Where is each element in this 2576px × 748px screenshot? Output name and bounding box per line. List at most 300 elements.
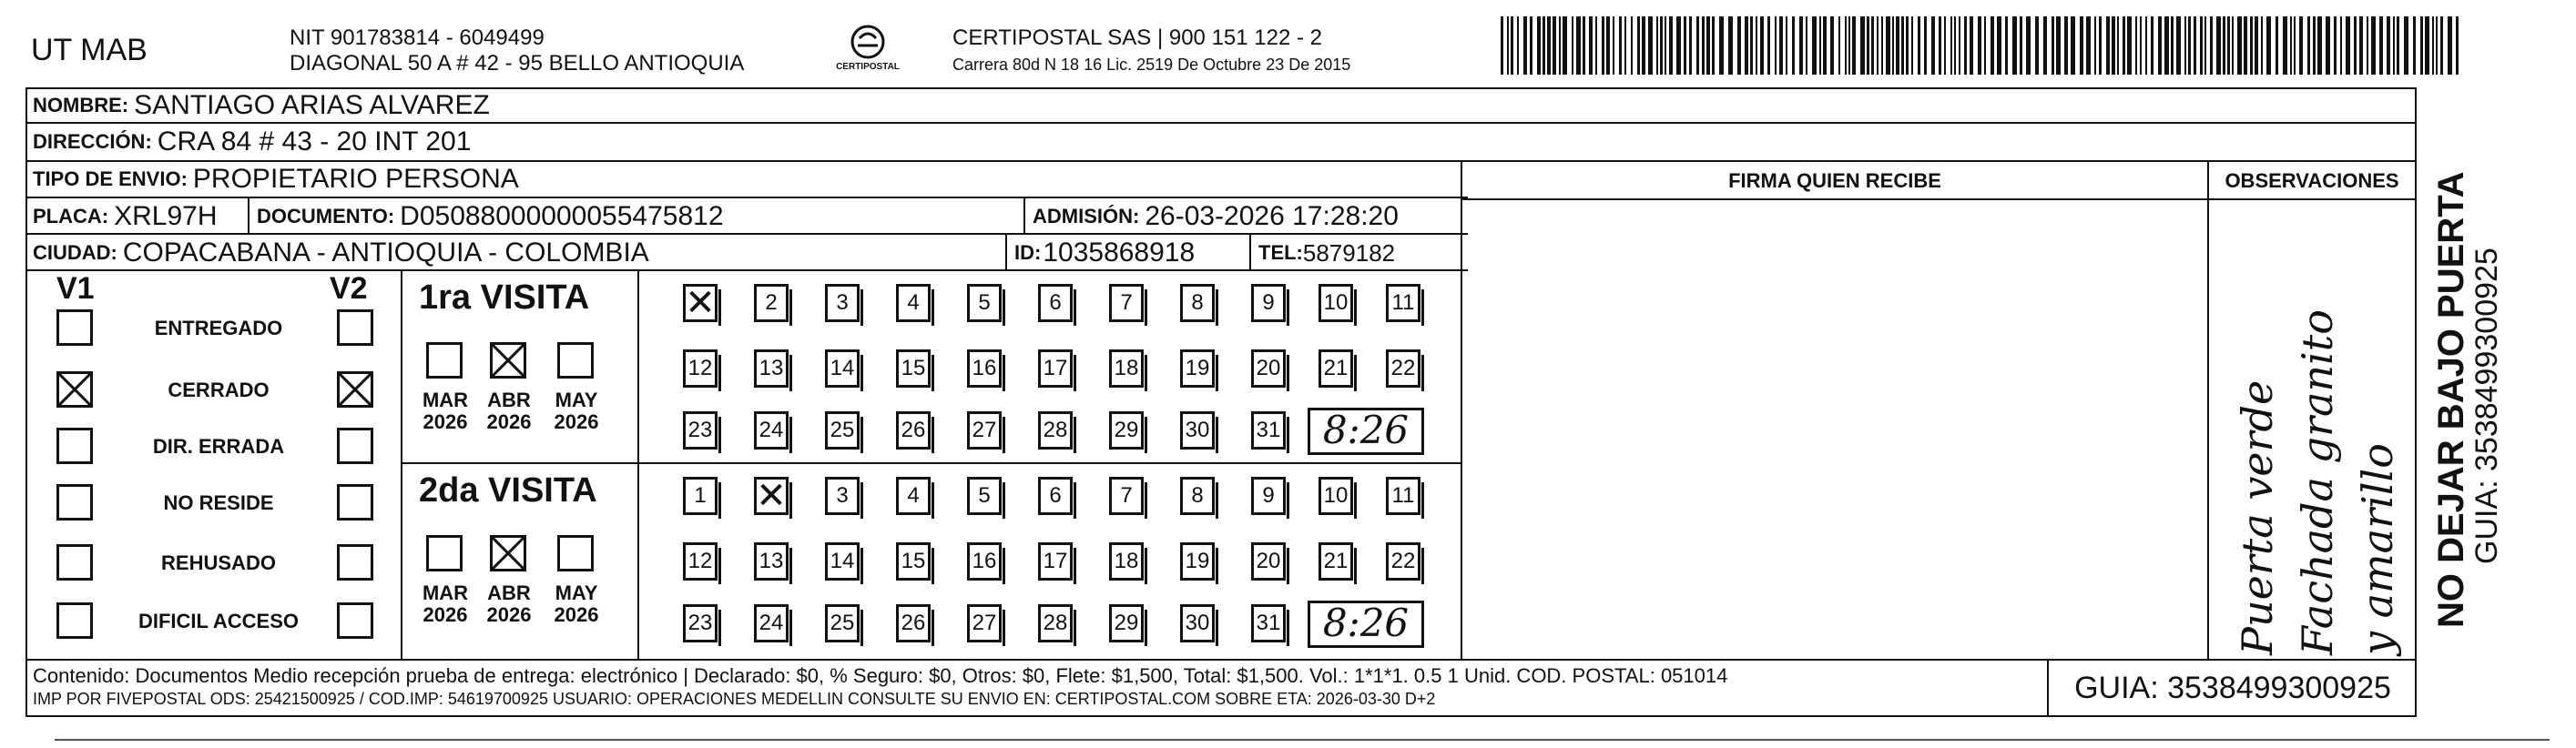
barcode-bar bbox=[1860, 16, 1865, 75]
direccion-label: DIRECCIÓN: bbox=[33, 130, 152, 153]
barcode-bar bbox=[2299, 16, 2303, 75]
ciudad-value: COPACABANA - ANTIOQUIA - COLOMBIA bbox=[122, 238, 649, 268]
month-checkbox[interactable] bbox=[490, 342, 526, 379]
placa-label: PLACA: bbox=[33, 205, 109, 227]
placa-value: XRL97H bbox=[114, 201, 218, 231]
month-label: MAR bbox=[422, 389, 469, 411]
year-label: 2026 bbox=[423, 603, 468, 626]
tel-value: 5879182 bbox=[1302, 238, 1396, 267]
barcode-bar bbox=[2283, 16, 2287, 75]
day-checkbox[interactable]: 19 bbox=[1180, 349, 1215, 388]
year-label: 2026 bbox=[554, 603, 599, 626]
barcode-bar bbox=[2194, 16, 2196, 75]
barcode-bar bbox=[2448, 16, 2452, 75]
barcode-bar bbox=[1984, 16, 1986, 75]
barcode-bar bbox=[2127, 16, 2132, 75]
day-checkbox[interactable]: 28 bbox=[1038, 411, 1073, 450]
day-checkbox[interactable]: 22 bbox=[1386, 542, 1420, 581]
barcode-bar bbox=[2106, 16, 2110, 75]
tel-label: TEL: bbox=[1258, 241, 1303, 264]
barcode-bar bbox=[1624, 16, 1626, 75]
day-checkbox[interactable]: 19 bbox=[1180, 542, 1215, 581]
barcode-bar bbox=[1786, 16, 1787, 75]
observaciones-line-2: Fachada granito bbox=[2293, 309, 2342, 655]
barcode-bar bbox=[1760, 16, 1764, 75]
barcode-bar bbox=[1906, 16, 1909, 75]
barcode-bar bbox=[1537, 16, 1541, 75]
v2-header: V2 bbox=[330, 271, 368, 306]
barcode-bar bbox=[1812, 16, 1817, 75]
barcode-bar bbox=[1547, 16, 1551, 75]
barcode-bar bbox=[2200, 16, 2203, 75]
barcode-bar bbox=[1583, 16, 1585, 75]
barcode-bar bbox=[1507, 16, 1509, 75]
barcode-bar bbox=[1702, 16, 1705, 75]
barcode-bar bbox=[2244, 16, 2247, 75]
barcode-bar bbox=[1892, 16, 1894, 75]
day-checkbox[interactable]: 14 bbox=[825, 542, 860, 581]
nombre-value: SANTIAGO ARIAS ALVAREZ bbox=[134, 90, 490, 120]
barcode-bar bbox=[1719, 16, 1724, 75]
barcode-bar bbox=[1656, 16, 1658, 75]
v1-checkbox[interactable] bbox=[56, 544, 93, 581]
v2-checkbox[interactable] bbox=[337, 371, 373, 408]
day-checkbox[interactable]: 22 bbox=[1386, 349, 1420, 388]
v1-checkbox[interactable] bbox=[56, 371, 93, 408]
status-label: CERRADO bbox=[168, 379, 270, 401]
barcode-bar bbox=[2071, 16, 2075, 75]
barcode-bar bbox=[2158, 16, 2162, 75]
barcode-bar bbox=[2432, 16, 2434, 75]
barcode-bar bbox=[1745, 16, 1748, 75]
barcode-bar bbox=[1642, 16, 1645, 75]
barcode-bar bbox=[1660, 16, 1663, 75]
id-label: ID: bbox=[1014, 241, 1042, 264]
admision-label: ADMISIÓN: bbox=[1033, 205, 1140, 227]
day-checkbox[interactable]: 18 bbox=[1109, 349, 1144, 388]
barcode-bar bbox=[1595, 16, 1597, 75]
barcode-bar bbox=[2440, 16, 2443, 75]
barcode-bar bbox=[1606, 16, 1610, 75]
footer-line-2: IMP POR FIVEPOSTAL ODS: 25421500925 / COD.IMP: 54619700925 USUARIO: OPERACIONES MEDELLIN CONSULTE SU ENVIO EN: CERTIPOSTAL.COM SOBRE ETA: 2026-03-30 D+2 bbox=[33, 690, 1436, 708]
barcode-bar bbox=[2307, 16, 2310, 75]
day-checkbox[interactable]: 10 bbox=[1319, 477, 1353, 515]
ciudad-label: CIUDAD: bbox=[33, 241, 117, 264]
barcode-bar bbox=[2176, 16, 2181, 75]
barcode bbox=[1501, 16, 2459, 75]
barcode-bar bbox=[1543, 16, 1545, 75]
barcode-bar bbox=[1706, 16, 1710, 75]
barcode-bar bbox=[1799, 16, 1803, 75]
visit-hour: 8:26 bbox=[1308, 408, 1424, 455]
day-checkbox[interactable]: 20 bbox=[1251, 542, 1286, 581]
observaciones-line-1: Puerta verde bbox=[2233, 379, 2282, 655]
barcode-bar bbox=[2379, 16, 2383, 75]
barcode-bar bbox=[2346, 16, 2350, 75]
direccion-row bbox=[27, 124, 2417, 162]
barcode-bar bbox=[2223, 16, 2225, 75]
barcode-bar bbox=[1589, 16, 1593, 75]
day-checkbox[interactable]: 26 bbox=[896, 604, 931, 642]
day-checkbox[interactable]: 12 bbox=[683, 542, 718, 581]
day-checkbox[interactable]: 4 bbox=[896, 477, 931, 515]
barcode-bar bbox=[1696, 16, 1699, 75]
barcode-bar bbox=[1901, 16, 1904, 75]
nombre-label: NOMBRE: bbox=[33, 94, 129, 116]
day-checkbox[interactable]: 25 bbox=[825, 604, 860, 642]
certipostal-license: Carrera 80d N 18 16 Lic. 2519 De Octubre 23 De 2015 bbox=[952, 56, 1351, 74]
v2-checkbox[interactable] bbox=[337, 602, 373, 639]
tipo-value: PROPIETARIO PERSONA bbox=[192, 164, 519, 194]
barcode-bar bbox=[2232, 16, 2234, 75]
barcode-bar bbox=[2112, 16, 2115, 75]
day-checkbox[interactable]: 9 bbox=[1251, 284, 1286, 322]
day-checkbox[interactable]: 13 bbox=[754, 349, 789, 388]
company-nit: NIT 901783814 - 6049499 bbox=[290, 25, 545, 50]
barcode-bar bbox=[2184, 16, 2186, 75]
barcode-bar bbox=[1806, 16, 1807, 75]
observaciones-header: OBSERVACIONES bbox=[2225, 169, 2399, 192]
day-checkbox[interactable]: 24 bbox=[754, 604, 789, 642]
day-checkbox[interactable]: 24 bbox=[754, 411, 789, 450]
nombre-row bbox=[27, 89, 2417, 124]
barcode-bar bbox=[1559, 16, 1561, 75]
barcode-bar bbox=[1978, 16, 1981, 75]
barcode-bar bbox=[1819, 16, 1821, 75]
barcode-bar bbox=[1728, 16, 1733, 75]
barcode-bar bbox=[1576, 16, 1581, 75]
month-label: MAR bbox=[422, 581, 469, 604]
day-checkbox[interactable]: 16 bbox=[967, 542, 1002, 581]
barcode-bar bbox=[1931, 16, 1935, 75]
barcode-bar bbox=[2056, 16, 2061, 75]
barcode-bar bbox=[2204, 16, 2206, 75]
barcode-bar bbox=[1572, 16, 1573, 75]
v2-checkbox[interactable] bbox=[337, 428, 373, 464]
v1-checkbox[interactable] bbox=[56, 484, 93, 521]
visit-hour: 8:26 bbox=[1308, 601, 1424, 648]
direccion-value: CRA 84 # 43 - 20 INT 201 bbox=[157, 126, 472, 157]
barcode-bar bbox=[1511, 16, 1513, 75]
barcode-bar bbox=[1501, 16, 1503, 75]
barcode-bar bbox=[2250, 16, 2253, 75]
day-checkbox[interactable]: 29 bbox=[1109, 604, 1144, 642]
certipostal-logo bbox=[827, 22, 909, 76]
barcode-bar bbox=[2188, 16, 2191, 75]
day-checkbox[interactable]: 3 bbox=[825, 284, 860, 322]
barcode-bar bbox=[2020, 16, 2022, 75]
barcode-bar bbox=[1750, 16, 1753, 75]
barcode-bar bbox=[2043, 16, 2047, 75]
barcode-bar bbox=[1944, 16, 1946, 75]
tipo-row bbox=[27, 162, 1468, 198]
footer-line-1: Contenido: Documentos Medio recepción prueba de entrega: electrónico | Declarado: $0, % Seguro: $0, Otros: $0, Flete: $1,500, Total: $1,500. Vol.: 1*1*1. 0.5 1 Unid. COD. POSTAL: 051014 bbox=[33, 664, 1728, 687]
barcode-bar bbox=[1665, 16, 1666, 75]
barcode-bar bbox=[2425, 16, 2429, 75]
day-checkbox[interactable] bbox=[683, 284, 718, 322]
barcode-bar bbox=[2393, 16, 2395, 75]
day-checkbox[interactable]: 18 bbox=[1109, 542, 1144, 581]
barcode-bar bbox=[1896, 16, 1899, 75]
barcode-bar bbox=[1648, 16, 1653, 75]
barcode-bar bbox=[1669, 16, 1673, 75]
barcode-bar bbox=[2420, 16, 2423, 75]
visit-title: 1ra VISITA bbox=[419, 278, 590, 317]
firma-area[interactable] bbox=[1462, 200, 2207, 659]
barcode-bar bbox=[2140, 16, 2142, 75]
barcode-bar bbox=[2367, 16, 2368, 75]
barcode-bar bbox=[2145, 16, 2147, 75]
barcode-bar bbox=[2413, 16, 2416, 75]
barcode-bar bbox=[1848, 16, 1850, 75]
visit-title: 2da VISITA bbox=[419, 471, 597, 510]
year-label: 2026 bbox=[423, 410, 468, 433]
day-checkbox[interactable]: 5 bbox=[967, 284, 1002, 322]
barcode-bar bbox=[1950, 16, 1952, 75]
barcode-bar bbox=[2099, 16, 2102, 75]
day-checkbox[interactable]: 9 bbox=[1251, 477, 1286, 515]
day-checkbox[interactable]: 11 bbox=[1386, 284, 1420, 322]
v2-checkbox[interactable] bbox=[337, 544, 373, 581]
barcode-bar bbox=[2005, 16, 2008, 75]
barcode-bar bbox=[1684, 16, 1686, 75]
day-checkbox[interactable]: 6 bbox=[1038, 477, 1073, 515]
barcode-bar bbox=[1871, 16, 1874, 75]
status-label: DIR. ERRADA bbox=[152, 435, 285, 458]
barcode-bar bbox=[1823, 16, 1827, 75]
day-checkbox[interactable]: 10 bbox=[1319, 284, 1353, 322]
day-checkbox[interactable]: 7 bbox=[1109, 284, 1144, 322]
barcode-bar bbox=[1997, 16, 2001, 75]
barcode-bar bbox=[2171, 16, 2174, 75]
barcode-bar bbox=[1852, 16, 1856, 75]
barcode-bar bbox=[2237, 16, 2242, 75]
certipostal-name: CERTIPOSTAL SAS | 900 151 122 - 2 bbox=[952, 25, 1322, 50]
barcode-bar bbox=[1845, 16, 1847, 75]
observaciones-area[interactable] bbox=[2209, 200, 2415, 659]
v1-checkbox[interactable] bbox=[56, 602, 93, 639]
barcode-bar bbox=[1517, 16, 1519, 75]
status-label: REHUSADO bbox=[161, 551, 276, 574]
year-label: 2026 bbox=[486, 410, 532, 433]
barcode-bar bbox=[1737, 16, 1741, 75]
day-checkbox[interactable]: 30 bbox=[1180, 411, 1215, 450]
day-checkbox[interactable]: 2 bbox=[754, 284, 789, 322]
month-checkbox[interactable] bbox=[557, 535, 594, 571]
barcode-bar bbox=[1530, 16, 1532, 75]
day-checkbox[interactable]: 5 bbox=[967, 477, 1002, 515]
day-checkbox[interactable]: 17 bbox=[1038, 349, 1073, 388]
v2-checkbox[interactable] bbox=[337, 309, 373, 346]
barcode-bar bbox=[2317, 16, 2322, 75]
barcode-bar bbox=[1918, 16, 1920, 75]
bottom-cut-line bbox=[55, 739, 2550, 741]
barcode-bar bbox=[1881, 16, 1883, 75]
documento-value: D05088000000055475812 bbox=[400, 201, 724, 231]
barcode-bar bbox=[2326, 16, 2330, 75]
day-checkbox[interactable]: 14 bbox=[825, 349, 860, 388]
side-guia: GUIA: 3538499300925 bbox=[2469, 248, 2504, 564]
day-checkbox[interactable]: 1 bbox=[683, 477, 718, 515]
year-label: 2026 bbox=[554, 410, 599, 433]
barcode-bar bbox=[1991, 16, 1994, 75]
firma-header: FIRMA QUIEN RECIBE bbox=[1728, 169, 1941, 192]
barcode-bar bbox=[1959, 16, 1960, 75]
day-checkbox[interactable]: 7 bbox=[1109, 477, 1144, 515]
barcode-bar bbox=[2227, 16, 2230, 75]
barcode-bar bbox=[1779, 16, 1783, 75]
day-checkbox[interactable]: 20 bbox=[1251, 349, 1286, 388]
barcode-bar bbox=[2340, 16, 2342, 75]
barcode-bar bbox=[2035, 16, 2039, 75]
month-label: ABR bbox=[487, 581, 531, 604]
barcode-bar bbox=[2313, 16, 2316, 75]
day-checkbox[interactable]: 28 bbox=[1038, 604, 1073, 642]
barcode-bar bbox=[2123, 16, 2125, 75]
barcode-bar bbox=[1712, 16, 1715, 75]
day-checkbox[interactable]: 31 bbox=[1251, 411, 1286, 450]
barcode-bar bbox=[1676, 16, 1681, 75]
month-checkbox[interactable] bbox=[426, 535, 463, 571]
month-label: MAY bbox=[555, 389, 598, 411]
side-warning: NO DEJAR BAJO PUERTA bbox=[2431, 171, 2471, 628]
barcode-bar bbox=[1886, 16, 1890, 75]
barcode-bar bbox=[1911, 16, 1913, 75]
barcode-bar bbox=[2216, 16, 2221, 75]
barcode-bar bbox=[1756, 16, 1757, 75]
barcode-bar bbox=[1939, 16, 1941, 75]
barcode-bar bbox=[2086, 16, 2091, 75]
barcode-bar bbox=[1867, 16, 1869, 75]
barcode-bar bbox=[1767, 16, 1770, 75]
year-label: 2026 bbox=[486, 603, 532, 626]
admision-value: 26-03-2026 17:28:20 bbox=[1145, 201, 1399, 231]
observaciones-text bbox=[2227, 200, 2428, 655]
day-checkbox[interactable]: 11 bbox=[1386, 477, 1420, 515]
day-checkbox[interactable]: 6 bbox=[1038, 284, 1073, 322]
barcode-bar bbox=[1689, 16, 1692, 75]
id-value: 1035868918 bbox=[1043, 238, 1196, 268]
barcode-bar bbox=[1964, 16, 1967, 75]
month-checkbox[interactable] bbox=[557, 342, 594, 379]
barcode-bar bbox=[1970, 16, 1973, 75]
day-checkbox[interactable]: 4 bbox=[896, 284, 931, 322]
barcode-bar bbox=[1637, 16, 1640, 75]
v2-checkbox[interactable] bbox=[337, 484, 373, 521]
barcode-bar bbox=[2387, 16, 2390, 75]
barcode-bar bbox=[2052, 16, 2054, 75]
barcode-bar bbox=[2290, 16, 2292, 75]
status-label: ENTREGADO bbox=[154, 317, 283, 339]
day-checkbox[interactable]: 8 bbox=[1180, 284, 1215, 322]
documento-label: DOCUMENTO: bbox=[257, 205, 395, 227]
barcode-bar bbox=[2117, 16, 2119, 75]
barcode-bar bbox=[2064, 16, 2068, 75]
barcode-bar bbox=[1924, 16, 1927, 75]
barcode-bar bbox=[1775, 16, 1777, 75]
day-checkbox[interactable]: 15 bbox=[896, 349, 931, 388]
barcode-bar bbox=[2210, 16, 2213, 75]
barcode-bar bbox=[1619, 16, 1622, 75]
month-label: ABR bbox=[487, 389, 531, 411]
day-checkbox[interactable]: 25 bbox=[825, 411, 860, 450]
day-checkbox[interactable]: 23 bbox=[683, 604, 718, 642]
barcode-bar bbox=[1830, 16, 1834, 75]
barcode-bar bbox=[1613, 16, 1614, 75]
v1-checkbox[interactable] bbox=[56, 428, 93, 464]
day-checkbox[interactable]: 27 bbox=[967, 604, 1002, 642]
day-checkbox[interactable]: 30 bbox=[1180, 604, 1215, 642]
status-label: NO RESIDE bbox=[163, 491, 274, 514]
day-checkbox[interactable] bbox=[754, 477, 789, 515]
day-checkbox[interactable]: 29 bbox=[1109, 411, 1144, 450]
barcode-bar bbox=[2266, 16, 2271, 75]
day-checkbox[interactable]: 27 bbox=[967, 411, 1002, 450]
barcode-bar bbox=[2164, 16, 2169, 75]
day-checkbox[interactable]: 21 bbox=[1319, 349, 1353, 388]
company-address: DIAGONAL 50 A # 42 - 95 BELLO ANTIOQUIA bbox=[290, 51, 745, 76]
day-checkbox[interactable]: 16 bbox=[967, 349, 1002, 388]
barcode-bar bbox=[1954, 16, 1956, 75]
observaciones-line-3: y amarillo bbox=[2353, 443, 2402, 655]
barcode-bar bbox=[2294, 16, 2296, 75]
barcode-bar bbox=[2404, 16, 2408, 75]
barcode-bar bbox=[1631, 16, 1633, 75]
v1-checkbox[interactable] bbox=[56, 309, 93, 346]
tipo-label: TIPO DE ENVIO: bbox=[33, 167, 188, 190]
barcode-bar bbox=[1792, 16, 1795, 75]
footer-guia: GUIA: 3538499300925 bbox=[2074, 671, 2391, 705]
company-name: UT MAB bbox=[31, 33, 148, 67]
barcode-bar bbox=[2255, 16, 2258, 75]
barcode-bar bbox=[1563, 16, 1567, 75]
day-checkbox[interactable]: 26 bbox=[896, 411, 931, 450]
day-checkbox[interactable]: 15 bbox=[896, 542, 931, 581]
day-checkbox[interactable]: 21 bbox=[1319, 542, 1353, 581]
barcode-bar bbox=[1838, 16, 1840, 75]
barcode-bar bbox=[2334, 16, 2337, 75]
barcode-bar bbox=[1553, 16, 1556, 75]
day-checkbox[interactable]: 3 bbox=[825, 477, 860, 515]
barcode-bar bbox=[2261, 16, 2263, 75]
barcode-bar bbox=[2012, 16, 2017, 75]
barcode-bar bbox=[1523, 16, 1527, 75]
barcode-bar bbox=[2359, 16, 2363, 75]
barcode-bar bbox=[2080, 16, 2083, 75]
barcode-bar bbox=[2436, 16, 2438, 75]
day-checkbox[interactable]: 23 bbox=[683, 411, 718, 450]
day-checkbox[interactable]: 13 bbox=[754, 542, 789, 581]
barcode-bar bbox=[2371, 16, 2376, 75]
day-checkbox[interactable]: 31 bbox=[1251, 604, 1286, 642]
certipostal-logo-text: CERTIPOSTAL bbox=[836, 62, 900, 72]
day-checkbox[interactable]: 17 bbox=[1038, 542, 1073, 581]
day-checkbox[interactable]: 12 bbox=[683, 349, 718, 388]
barcode-bar bbox=[2094, 16, 2096, 75]
day-checkbox[interactable]: 8 bbox=[1180, 477, 1215, 515]
v1-header: V1 bbox=[56, 271, 95, 306]
barcode-bar bbox=[2151, 16, 2153, 75]
status-label: DIFICIL ACCESO bbox=[137, 610, 299, 632]
month-checkbox[interactable] bbox=[426, 342, 463, 379]
month-checkbox[interactable] bbox=[490, 535, 526, 571]
month-label: MAY bbox=[555, 581, 598, 604]
barcode-bar bbox=[2135, 16, 2137, 75]
barcode-bar bbox=[2026, 16, 2031, 75]
barcode-bar bbox=[2276, 16, 2278, 75]
barcode-bar bbox=[2456, 16, 2459, 75]
barcode-bar bbox=[1602, 16, 1604, 75]
